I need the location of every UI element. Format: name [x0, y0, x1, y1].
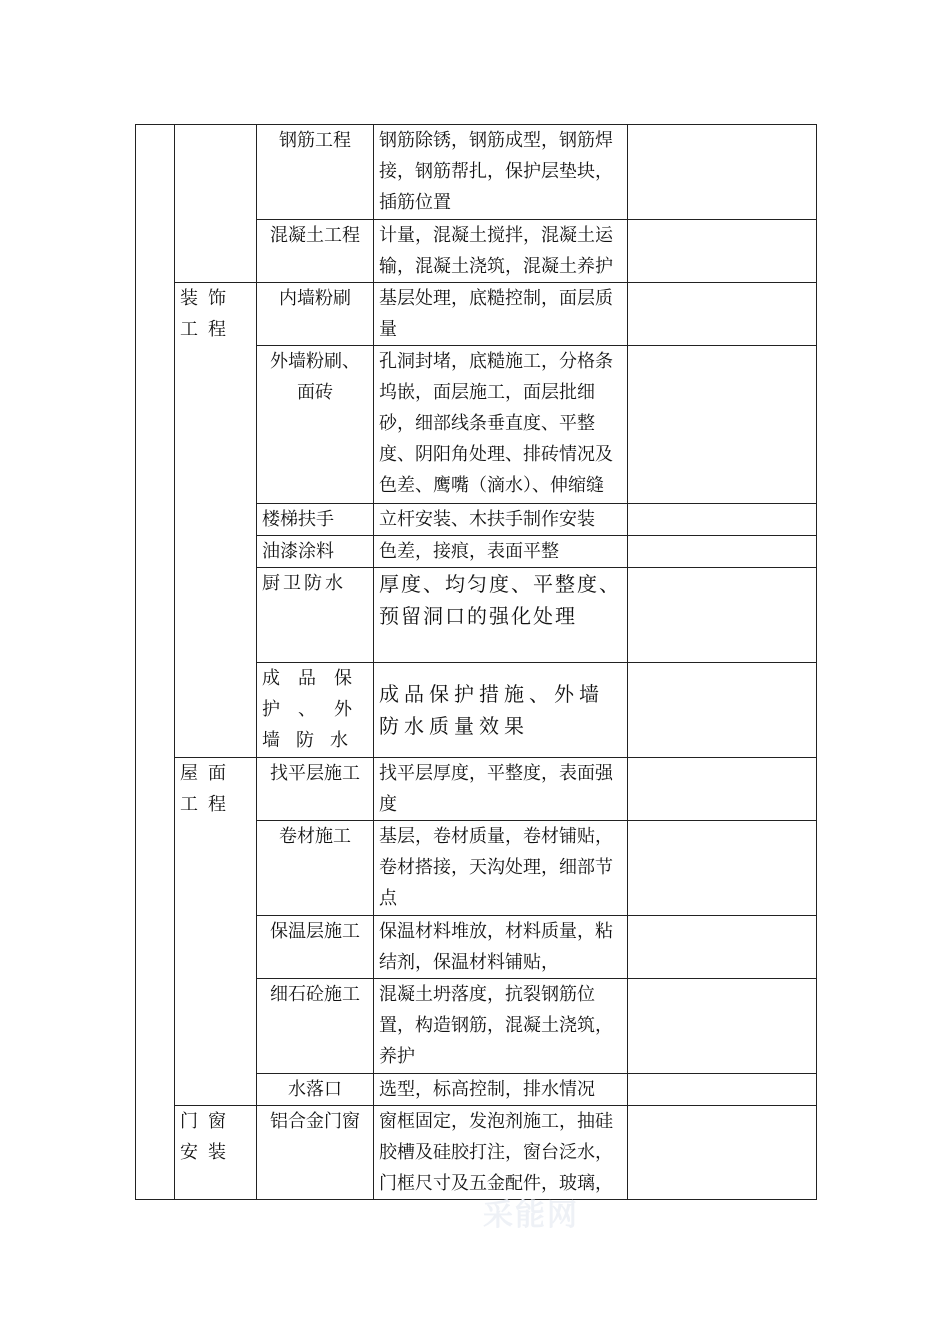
- index-column-cell: [136, 125, 175, 1200]
- item-cell: 厨卫防水: [257, 568, 374, 663]
- content-cell: 厚度、均匀度、平整度、预留洞口的强化处理: [374, 568, 628, 663]
- content-cell: 找平层厚度，平整度，表面强度: [374, 758, 628, 821]
- content-cell: 钢筋除锈，钢筋成型，钢筋焊接，钢筋帮扎，保护层垫块，插筋位置: [374, 125, 628, 220]
- content-cell: 色差，接痕，表面平整: [374, 536, 628, 568]
- content-cell: 基层处理，底糙控制，面层质量: [374, 283, 628, 346]
- content-cell: 孔洞封堵，底糙施工，分格条坞嵌，面层施工，面层批细砂，细部线条垂直度、平整度、阴阳角处理、排砖情况及色差、鹰嘴（滴水）、伸缩缝: [374, 346, 628, 504]
- remarks-cell: [628, 1074, 817, 1106]
- item-cell: 楼梯扶手: [257, 504, 374, 536]
- item-cell: 保温层施工: [257, 916, 374, 979]
- remarks-cell: [628, 821, 817, 916]
- content-cell: 保温材料堆放，材料质量，粘结剂，保温材料铺贴，: [374, 916, 628, 979]
- table-row: [136, 283, 817, 346]
- table-row: [136, 758, 817, 821]
- item-cell: 细石砼施工: [257, 979, 374, 1074]
- item-cell: 铝合金门窗: [257, 1106, 374, 1200]
- item-cell: 内墙粉刷: [257, 283, 374, 346]
- inspection-table: [135, 124, 817, 1200]
- remarks-cell: [628, 979, 817, 1074]
- content-cell: 基层，卷材质量，卷材铺贴，卷材搭接，天沟处理，细部节点: [374, 821, 628, 916]
- content-cell: 选型，标高控制，排水情况: [374, 1074, 628, 1106]
- remarks-cell: [628, 283, 817, 346]
- remarks-cell: [628, 346, 817, 504]
- remarks-cell: [628, 758, 817, 821]
- item-cell: 混凝土工程: [257, 220, 374, 283]
- remarks-cell: [628, 1106, 817, 1200]
- remarks-cell: [628, 536, 817, 568]
- remarks-cell: [628, 916, 817, 979]
- item-cell: 找平层施工: [257, 758, 374, 821]
- remarks-cell: [628, 504, 817, 536]
- item-cell: 卷材施工: [257, 821, 374, 916]
- content-cell: 立杆安装、木扶手制作安装: [374, 504, 628, 536]
- item-cell: 油漆涂料: [257, 536, 374, 568]
- item-cell: 成品保护、外墙防水: [257, 663, 374, 758]
- table-row: [136, 125, 817, 220]
- content-cell: 混凝土坍落度，抗裂钢筋位置，构造钢筋，混凝土浇筑，养护: [374, 979, 628, 1074]
- remarks-cell: [628, 220, 817, 283]
- category-roof: 屋面工程: [175, 758, 257, 1106]
- table-row: [136, 1106, 817, 1200]
- item-cell: 外墙粉刷、面砖: [257, 346, 374, 504]
- content-cell: 窗框固定，发泡剂施工，抽硅胶槽及硅胶打注，窗台泛水，门框尺寸及五金配件，玻璃，: [374, 1106, 628, 1200]
- content-cell: 计量，混凝土搅拌，混凝土运输，混凝土浇筑，混凝土养护: [374, 220, 628, 283]
- remarks-cell: [628, 125, 817, 220]
- content-cell: 成品保护措施、外墙防水质量效果: [374, 663, 628, 758]
- remarks-cell: [628, 663, 817, 758]
- category-decoration: 装饰工程: [175, 283, 257, 758]
- watermark: 采能网: [483, 1198, 579, 1233]
- item-cell: 钢筋工程: [257, 125, 374, 220]
- category-cell-empty: [175, 125, 257, 283]
- item-cell: 水落口: [257, 1074, 374, 1106]
- remarks-cell: [628, 568, 817, 663]
- category-doors-windows: 门窗安装: [175, 1106, 257, 1200]
